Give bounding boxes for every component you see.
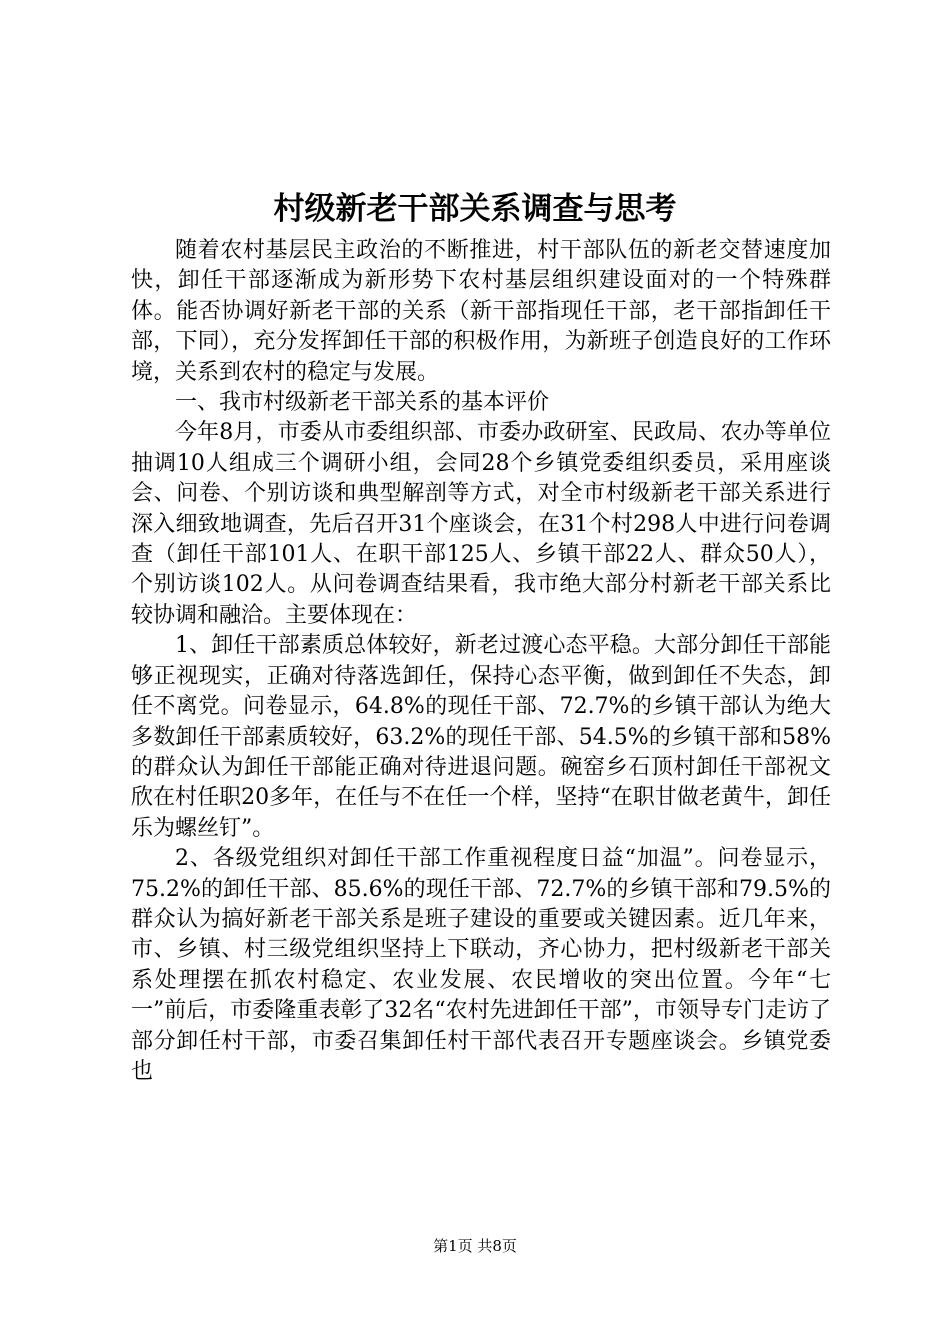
document-title: 村级新老干部关系调查与思考	[273, 191, 677, 227]
paragraph-intro: 随着农村基层民主政治的不断推进，村干部队伍的新老交替速度加快，卸任干部逐渐成为新形势下农村基层组织建设面对的一个特殊群体。能否协调好新老干部的关系（新干部指现任干部，老干部指卸任干部，下同），充分发挥卸任干部的积极作用，为新班子创造良好的工作环境，关系到农村的稳定与发展。	[131, 238, 831, 385]
paragraph-point-2: 2、各级党组织对卸任干部工作重视程度日益“加温”。问卷显示，75.2%的卸任干部、85.6%的现任干部、72.7%的乡镇干部和79.5%的群众认为搞好新老干部关系是班子建设的重要或关键因素。近几年来，市、乡镇、村三级党组织坚持上下联动，齐心协力，把村级新老干部关系处理摆在抓农村稳定、农业发展、农民增收的突出位置。今年“七一”前后，市委隆重表彰了32名“农村先进卸任干部”，市领导专门走访了部分卸任村干部，市委召集卸任村干部代表召开专题座谈会。乡镇党委也	[131, 846, 831, 1084]
page-footer: 第1页 共8页	[433, 1237, 517, 1255]
paragraph-survey: 今年8月，市委从市委组织部、市委办政研室、民政局、农办等单位抽调10人组成三个调研小组，会同28个乡镇党委组织委员，采用座谈会、问卷、个别访谈和典型解剖等方式，对全市村级新老干部关系进行深入细致地调查，先后召开31个座谈会，在31个村298人中进行问卷调查（卸任干部101人、在职干部125人、乡镇干部22人、群众50人），个别访谈102人。从问卷调查结果看，我市绝大部分村新老干部关系比较协调和融洽。主要体现在：	[131, 420, 831, 628]
document-body	[131, 236, 831, 1087]
paragraph-point-1: 1、卸任干部素质总体较好，新老过渡心态平稳。大部分卸任干部能够正视现实，正确对待落选卸任，保持心态平衡，做到卸任不失态，卸任不离党。问卷显示，64.8%的现任干部、72.7%的乡镇干部认为绝大多数卸任干部素质较好，63.2%的现任干部、54.5%的乡镇干部和58%的群众认为卸任干部能正确对待进退问题。碗窑乡石顶村卸任干部祝文欣在村任职20多年，在任与不在任一个样，坚持“在职甘做老黄牛，卸任乐为螺丝钉”。	[131, 633, 831, 841]
section-heading-1: 一、我市村级新老干部关系的基本评价	[175, 390, 550, 416]
